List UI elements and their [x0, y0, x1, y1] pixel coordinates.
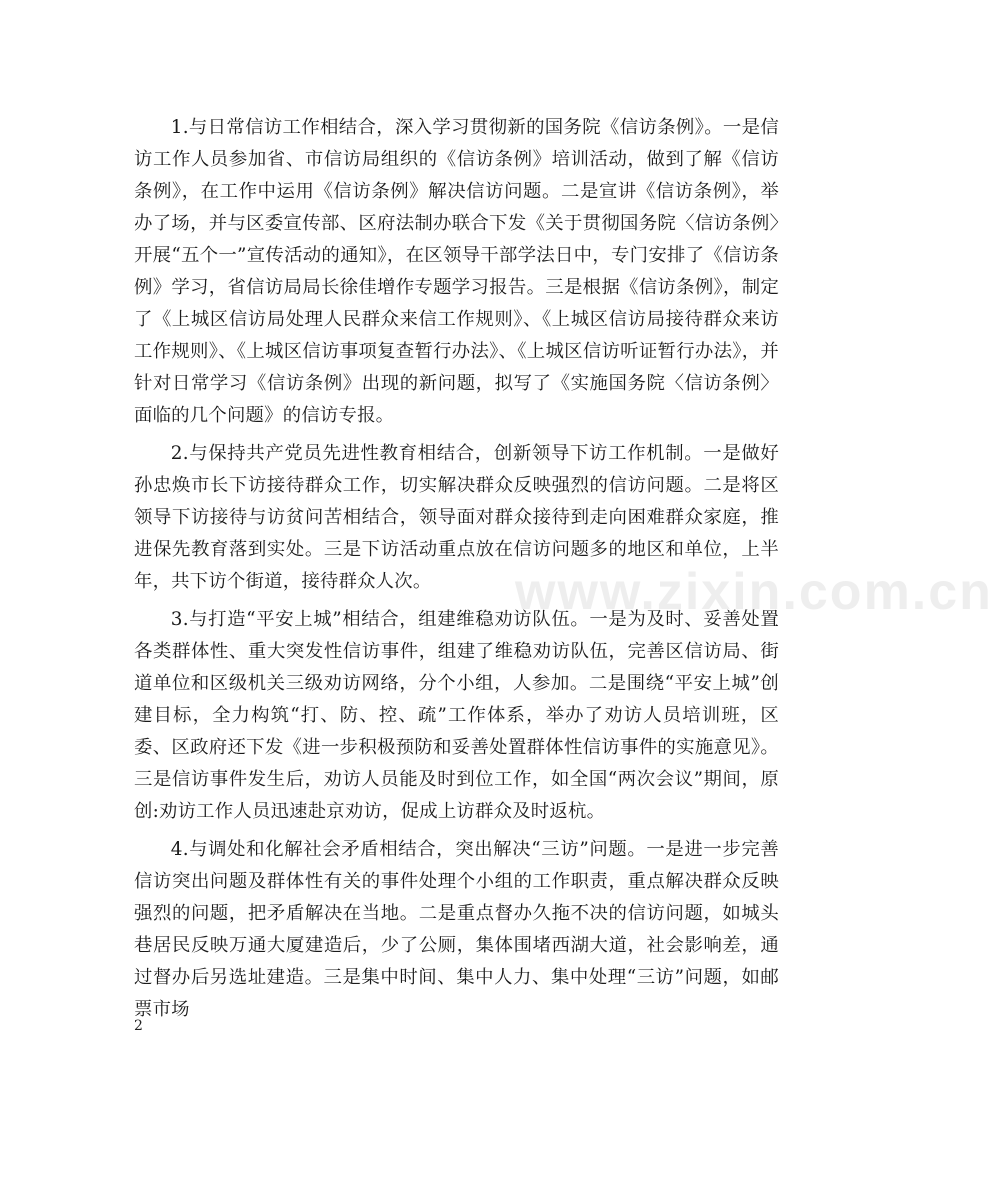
paragraph-2: 2.与保持共产党员先进性教育相结合，创新领导下访工作机制。一是做好孙忠焕市长下访接待群众工作，切实解决群众反映强烈的信访问题。二是将区领导下访接待与访贫问苦相结合，领导面对群众接待到走向困难群众家庭，推进保先教育落到实处。三是下访活动重点放在信访问题多的地区和单位，上半年，共下访个街道，接待群众人次。: [134, 443, 779, 592]
watermark: www.zixin.com.cn: [515, 563, 993, 621]
paragraph-4: 4.与调处和化解社会矛盾相结合，突出解决“三访”问题。一是进一步完善信访突出问题及群体性有关的事件处理个小组的工作职责，重点解决群众反映强烈的问题，把矛盾解决在当地。二是重点督办久拖不决的信访问题，如城头巷居民反映万通大厦建造后，少了公厕，集体围堵西湖大道，社会影响差，通过督办后另选址建造。三是集中时间、集中人力、集中处理“三访”问题，如邮票市场: [134, 839, 779, 1020]
paragraph-1: 1.与日常信访工作相结合，深入学习贯彻新的国务院《信访条例》。一是信访工作人员参加省、市信访局组织的《信访条例》培训活动，做到了解《信访条例》，在工作中运用《信访条例》解决信访问题。二是宣讲《信访条例》，举办了场，并与区委宣传部、区府法制办联合下发《关于贯彻国务院〈信访条例〉开展“五个一”宣传活动的通知》，在区领导干部学法日中，专门安排了《信访条例》学习，省信访局局长徐佳增作专题学习报告。三是根据《信访条例》，制定了《上城区信访局处理人民群众来信工作规则》、《上城区信访局接待群众来访工作规则》、《上城区信访事项复查暂行办法》、《上城区信访听证暂行办法》，并针对日常学习《信访条例》出现的新问题，拟写了《实施国务院〈信访条例〉面临的几个问题》的信访专报。: [134, 117, 779, 426]
page-number: 2: [134, 1018, 143, 1034]
paragraph-3: 3.与打造“平安上城”相结合，组建维稳劝访队伍。一是为及时、妥善处置各类群体性、重大突发性信访事件，组建了维稳劝访队伍，完善区信访局、街道单位和区级机关三级劝访网络，分个小组，人参加。二是围绕“平安上城”创建目标，全力构筑“打、防、控、疏”工作体系，举办了劝访人员培训班，区委、区政府还下发《进一步积极预防和妥善处置群体性信访事件的实施意见》。三是信访事件发生后，劝访人员能及时到位工作，如全国“两次会议”期间，原创:劝访工作人员迅速赴京劝访，促成上访群众及时返杭。: [134, 609, 779, 822]
